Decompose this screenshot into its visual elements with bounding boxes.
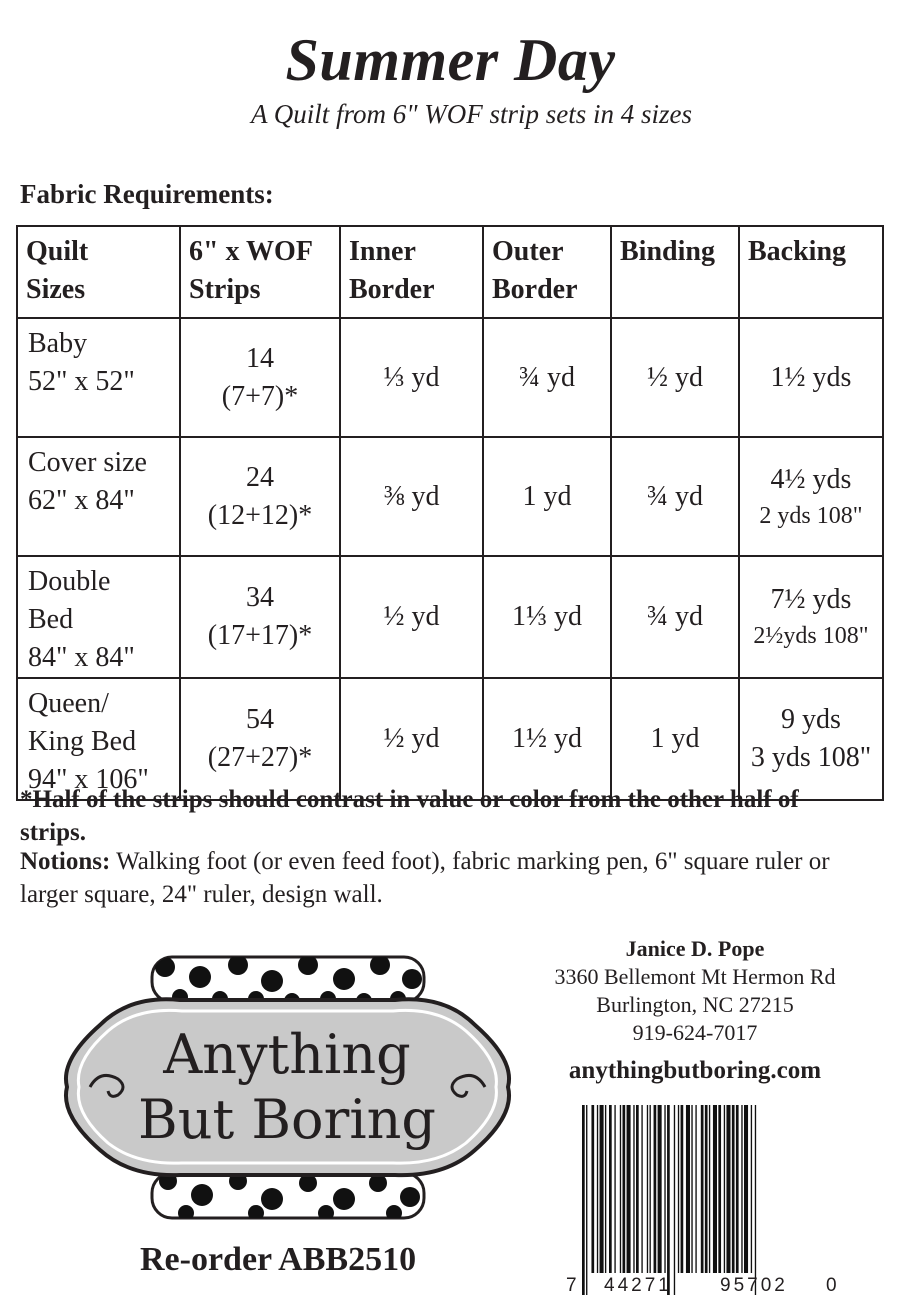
- contrast-note: *Half of the strips should contrast in value or color from the other half of strips.: [20, 786, 799, 846]
- barcode-bar: [650, 1105, 651, 1273]
- notions-label: Notions:: [20, 848, 111, 875]
- page-title: Summer Day: [285, 27, 616, 93]
- barcode-bar: [718, 1105, 721, 1273]
- barcode-check-digit: 0: [826, 1275, 837, 1296]
- barcode-bar: [633, 1105, 634, 1273]
- contact-phone: 919-624-7017: [632, 1020, 758, 1045]
- anything-but-boring-logo: [60, 955, 515, 1220]
- inner-border-cell: ½ yd: [340, 556, 483, 678]
- barcode-bar: [641, 1105, 642, 1273]
- header-outer-border: Outer Border: [483, 226, 611, 318]
- barcode-bar: [586, 1105, 587, 1295]
- barcode-bar: [636, 1105, 639, 1273]
- backing-cell: 7½ yds 2½yds 108": [739, 556, 883, 678]
- strips-cell: 54 (27+27)*: [180, 678, 340, 800]
- barcode-bar: [686, 1105, 690, 1273]
- barcode-bar: [691, 1105, 692, 1273]
- quilt-size-cell: Queen/ King Bed 94" x 106": [17, 678, 180, 800]
- barcode-bar: [724, 1105, 725, 1273]
- barcode-bar: [582, 1105, 585, 1295]
- barcode-bar: [627, 1105, 631, 1273]
- binding-cell: ¾ yd: [611, 437, 739, 556]
- barcode-bar: [654, 1105, 657, 1273]
- contact-website: anythingbutboring.com: [568, 1057, 822, 1084]
- table-row: [17, 318, 883, 437]
- table-row: [17, 678, 883, 800]
- table-header-row: [17, 226, 883, 318]
- notions-paragraph: [20, 845, 870, 911]
- logo-line-1: Anything: [163, 1023, 411, 1086]
- inner-border-cell: ⅜ yd: [340, 437, 483, 556]
- barcode-bar: [647, 1105, 648, 1273]
- barcode-bar: [695, 1105, 696, 1273]
- quilt-size-cell: Baby 52" x 52": [17, 318, 180, 437]
- contact-block: [540, 935, 850, 1085]
- reorder-code: Re-order ABB2510: [140, 1241, 417, 1278]
- barcode-bar: [681, 1105, 684, 1273]
- barcode-bar: [664, 1105, 665, 1273]
- barcode-bar: [736, 1105, 739, 1273]
- barcode-bar: [674, 1105, 675, 1295]
- outer-border-cell: 1½ yd: [483, 678, 611, 800]
- backing-cell: 9 yds 3 yds 108": [739, 678, 883, 800]
- binding-cell: ¾ yd: [611, 556, 739, 678]
- inner-border-cell: ⅓ yd: [340, 318, 483, 437]
- header-backing: Backing: [739, 226, 883, 318]
- header-quilt-sizes: Quilt Sizes: [17, 226, 180, 318]
- barcode-first-digit: 7: [566, 1275, 577, 1296]
- inner-border-cell: ½ yd: [340, 678, 483, 800]
- backing-cell: 4½ yds 2 yds 108": [739, 437, 883, 556]
- strips-cell: 24 (12+12)*: [180, 437, 340, 556]
- barcode-right-group: 95702: [720, 1275, 788, 1296]
- barcode-bar: [614, 1105, 615, 1273]
- page-subtitle: A Quilt from 6" WOF strip sets in 4 sizes: [250, 99, 693, 129]
- fabric-requirements-heading: Fabric Requirements:: [20, 179, 274, 209]
- barcode-bar: [701, 1105, 704, 1273]
- table-row: [17, 437, 883, 556]
- barcode-bar: [741, 1105, 742, 1273]
- binding-cell: ½ yd: [611, 318, 739, 437]
- barcode-bar: [605, 1105, 606, 1273]
- barcode-bar: [713, 1105, 717, 1273]
- barcode-bar: [620, 1105, 621, 1273]
- barcode-bar: [751, 1105, 752, 1273]
- strips-cell: 34 (17+17)*: [180, 556, 340, 678]
- outer-border-cell: ¾ yd: [483, 318, 611, 437]
- barcode-bar: [678, 1105, 679, 1273]
- barcode-bar: [705, 1105, 708, 1273]
- barcode-bar: [744, 1105, 748, 1273]
- header-binding: Binding: [611, 226, 739, 318]
- contact-name: Janice D. Pope: [625, 936, 765, 961]
- logo-line-2: But Boring: [138, 1088, 436, 1151]
- barcode-bar: [658, 1105, 662, 1273]
- header-strips: 6" x WOF Strips: [180, 226, 340, 318]
- barcode-left-group: 44271: [604, 1275, 672, 1296]
- barcode-bar: [600, 1105, 604, 1273]
- outer-border-cell: 1 yd: [483, 437, 611, 556]
- strips-cell: 14 (7+7)*: [180, 318, 340, 437]
- notions-text: Walking foot (or even feed foot), fabric marking pen, 6" square ruler or larger square, 24" ruler, design wall.: [20, 848, 830, 908]
- outer-border-cell: 1⅓ yd: [483, 556, 611, 678]
- binding-cell: 1 yd: [611, 678, 739, 800]
- quilt-size-cell: Double Bed 84" x 84": [17, 556, 180, 678]
- barcode-bar: [591, 1105, 594, 1273]
- barcode-bar: [726, 1105, 730, 1273]
- header-inner-border: Inner Border: [340, 226, 483, 318]
- contact-address-line-1: 3360 Bellemont Mt Hermon Rd: [554, 964, 836, 989]
- barcode-bar: [667, 1105, 670, 1295]
- barcode-bar: [709, 1105, 710, 1273]
- table-row: [17, 556, 883, 678]
- backing-cell: 1½ yds: [739, 318, 883, 437]
- contact-address-line-2: Burlington, NC 27215: [596, 992, 794, 1017]
- barcode-bar: [597, 1105, 598, 1273]
- barcode-bar: [755, 1105, 756, 1295]
- upc-barcode: [560, 1095, 845, 1300]
- quilt-size-cell: Cover size 62" x 84": [17, 437, 180, 556]
- barcode-bar: [609, 1105, 612, 1273]
- fabric-requirements-table: [16, 225, 884, 801]
- barcode-bar: [623, 1105, 626, 1273]
- barcode-bar: [732, 1105, 735, 1273]
